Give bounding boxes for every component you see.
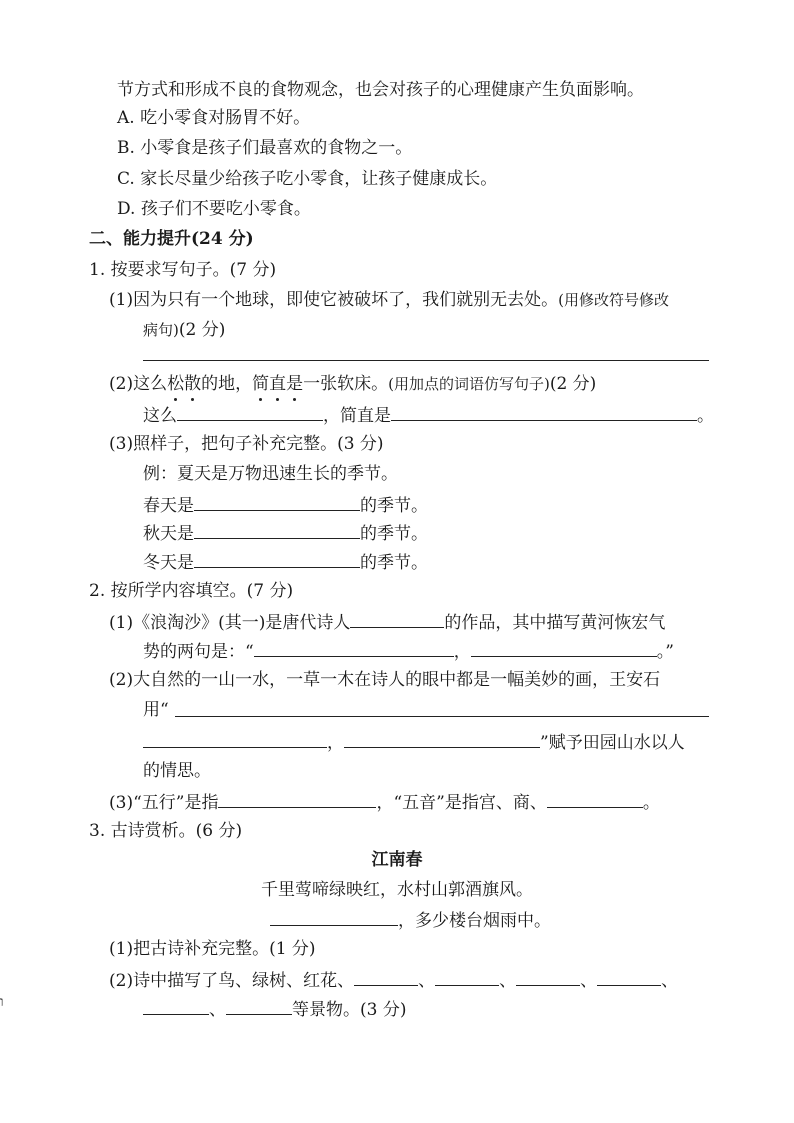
sep: 、 xyxy=(499,971,517,991)
q1-part2-line xyxy=(109,372,596,396)
margin-mark: ו xyxy=(0,994,4,1010)
dot-char: 散 xyxy=(184,374,202,394)
row-end: 的季节。 xyxy=(360,553,428,573)
row-end: 的季节。 xyxy=(360,524,428,544)
q2-part1-line xyxy=(109,609,665,635)
q2-part1-b: 的作品，其中描写黄河恢宏气 xyxy=(444,613,666,633)
q1-part2-fill xyxy=(143,402,714,428)
q2-part2-a: (2)大自然的一山一水，一草一木在诗人的眼中都是一幅美妙的画，王安石 xyxy=(109,670,661,690)
q2-title: 2. 按所学内容填空。(7 分) xyxy=(89,581,294,601)
answer-blank[interactable] xyxy=(143,729,327,748)
row-end: 的季节。 xyxy=(360,496,428,516)
option-b: B. 小零食是孩子们最喜欢的食物之一。 xyxy=(117,138,413,158)
q1-title: 1. 按要求写句子。(7 分) xyxy=(89,260,277,280)
answer-line[interactable] xyxy=(143,360,709,361)
intro-text: 节方式和形成不良的食物观念，也会对孩子的心理健康产生负面影响。 xyxy=(117,80,644,100)
q1-part1-line xyxy=(109,288,669,312)
dot-char: 松 xyxy=(167,374,185,394)
q2-part3-c: 。 xyxy=(642,793,660,813)
q2-part3-line xyxy=(109,789,660,815)
sep: 、 xyxy=(418,971,436,991)
answer-blank[interactable] xyxy=(254,638,454,657)
poem-line-2-end: ，多少楼台烟雨中。 xyxy=(398,911,551,931)
dot-char: 是 xyxy=(286,374,304,394)
section-title: 二、能力提升(24 分) xyxy=(89,229,254,249)
answer-blank[interactable] xyxy=(350,609,444,628)
q1-part3-title: (3)照样子，把句子补充完整。(3 分) xyxy=(109,434,384,454)
q1-part2-b: 的地， xyxy=(201,374,253,394)
q1-part2-note: (用加点的词语仿写句子) xyxy=(388,375,550,393)
q2-part3-b: ，“五音”是指宫、商、 xyxy=(376,793,547,813)
answer-blank[interactable] xyxy=(391,402,697,421)
option-a: A. 吃小零食对肠胃不好。 xyxy=(117,108,311,128)
answer-blank[interactable] xyxy=(516,967,580,986)
q1-part3-example: 例：夏天是万物迅速生长的季节。 xyxy=(143,464,398,484)
poem-line-2 xyxy=(270,907,551,933)
q2-part1-d: ， xyxy=(453,642,471,662)
sep: 、 xyxy=(661,971,679,991)
answer-blank[interactable] xyxy=(354,967,418,986)
dot-char: 简 xyxy=(252,374,270,394)
q1-part3-row xyxy=(143,520,428,546)
answer-blank[interactable] xyxy=(270,907,398,926)
q2-part2-e: 的情思。 xyxy=(143,761,211,781)
dot-char: 直 xyxy=(269,374,287,394)
q1-part3-row xyxy=(143,492,428,518)
q1-part1-score: (2 分) xyxy=(178,320,226,340)
q2-part2-line3 xyxy=(143,729,685,755)
answer-blank[interactable] xyxy=(218,789,376,808)
sep: 、 xyxy=(580,971,598,991)
answer-blank[interactable] xyxy=(471,638,657,657)
fill-end: 。 xyxy=(697,406,714,426)
q1-part1-note-b: 病句) xyxy=(143,321,179,339)
q1-part2-score: (2 分) xyxy=(549,374,597,394)
q2-part1-e: 。” xyxy=(656,642,674,662)
poem-line-1: 千里莺啼绿映红，水村山郭酒旗风。 xyxy=(261,880,533,900)
q2-part1-c: 势的两句是：“ xyxy=(143,642,254,662)
answer-blank[interactable] xyxy=(597,967,661,986)
q3-part2-line2 xyxy=(143,996,406,1022)
q1-part1-text: (1)因为只有一个地球，即使它被破坏了，我们就别无去处。 xyxy=(109,290,559,310)
q1-part1-note: (用修改符号修改 xyxy=(558,291,669,309)
row-start: 春天是 xyxy=(143,496,194,516)
q2-part2-c: ， xyxy=(327,733,344,753)
q3-part2-line xyxy=(109,967,678,993)
q2-part3-a: (3)“五行”是指 xyxy=(109,793,219,813)
option-c: C. 家长尽量少给孩子吃小零食，让孩子健康成长。 xyxy=(117,169,498,189)
answer-blank[interactable] xyxy=(143,996,209,1015)
answer-blank[interactable] xyxy=(226,996,292,1015)
q3-part2-end: 等景物。(3 分) xyxy=(292,1000,407,1020)
q1-part2-c: 一张软床。 xyxy=(303,374,389,394)
q2-part2-d: ”赋予田园山水以人 xyxy=(540,733,685,753)
q1-part3-row xyxy=(143,549,428,575)
q3-part2-a: (2)诗中描写了鸟、绿树、红花、 xyxy=(109,971,355,991)
q3-part1: (1)把古诗补充完整。(1 分) xyxy=(109,939,316,959)
q1-part2-a: (2)这么 xyxy=(109,374,168,394)
q2-part2-line2 xyxy=(143,698,169,722)
sep: 、 xyxy=(209,1000,226,1020)
answer-blank[interactable] xyxy=(177,402,323,421)
answer-blank[interactable] xyxy=(194,492,360,511)
q2-part2-b: 用“ xyxy=(143,700,169,720)
answer-blank[interactable] xyxy=(344,729,540,748)
q3-title: 3. 古诗赏析。(6 分) xyxy=(89,821,243,841)
row-start: 冬天是 xyxy=(143,553,194,573)
q2-part1-line2 xyxy=(143,638,674,664)
answer-blank[interactable] xyxy=(435,967,499,986)
q1-part1-note-line xyxy=(143,318,225,342)
answer-blank[interactable] xyxy=(194,549,360,568)
answer-line[interactable] xyxy=(175,716,709,717)
q2-part1-a: (1)《浪淘沙》(其一)是唐代诗人 xyxy=(109,613,351,633)
fill-mid: ，简直是 xyxy=(323,406,391,426)
poem-title: 江南春 xyxy=(371,850,423,870)
answer-blank[interactable] xyxy=(194,520,360,539)
option-d: D. 孩子们不要吃小零食。 xyxy=(117,199,311,219)
row-start: 秋天是 xyxy=(143,524,194,544)
fill-prefix: 这么 xyxy=(143,406,177,426)
answer-blank[interactable] xyxy=(547,789,643,808)
